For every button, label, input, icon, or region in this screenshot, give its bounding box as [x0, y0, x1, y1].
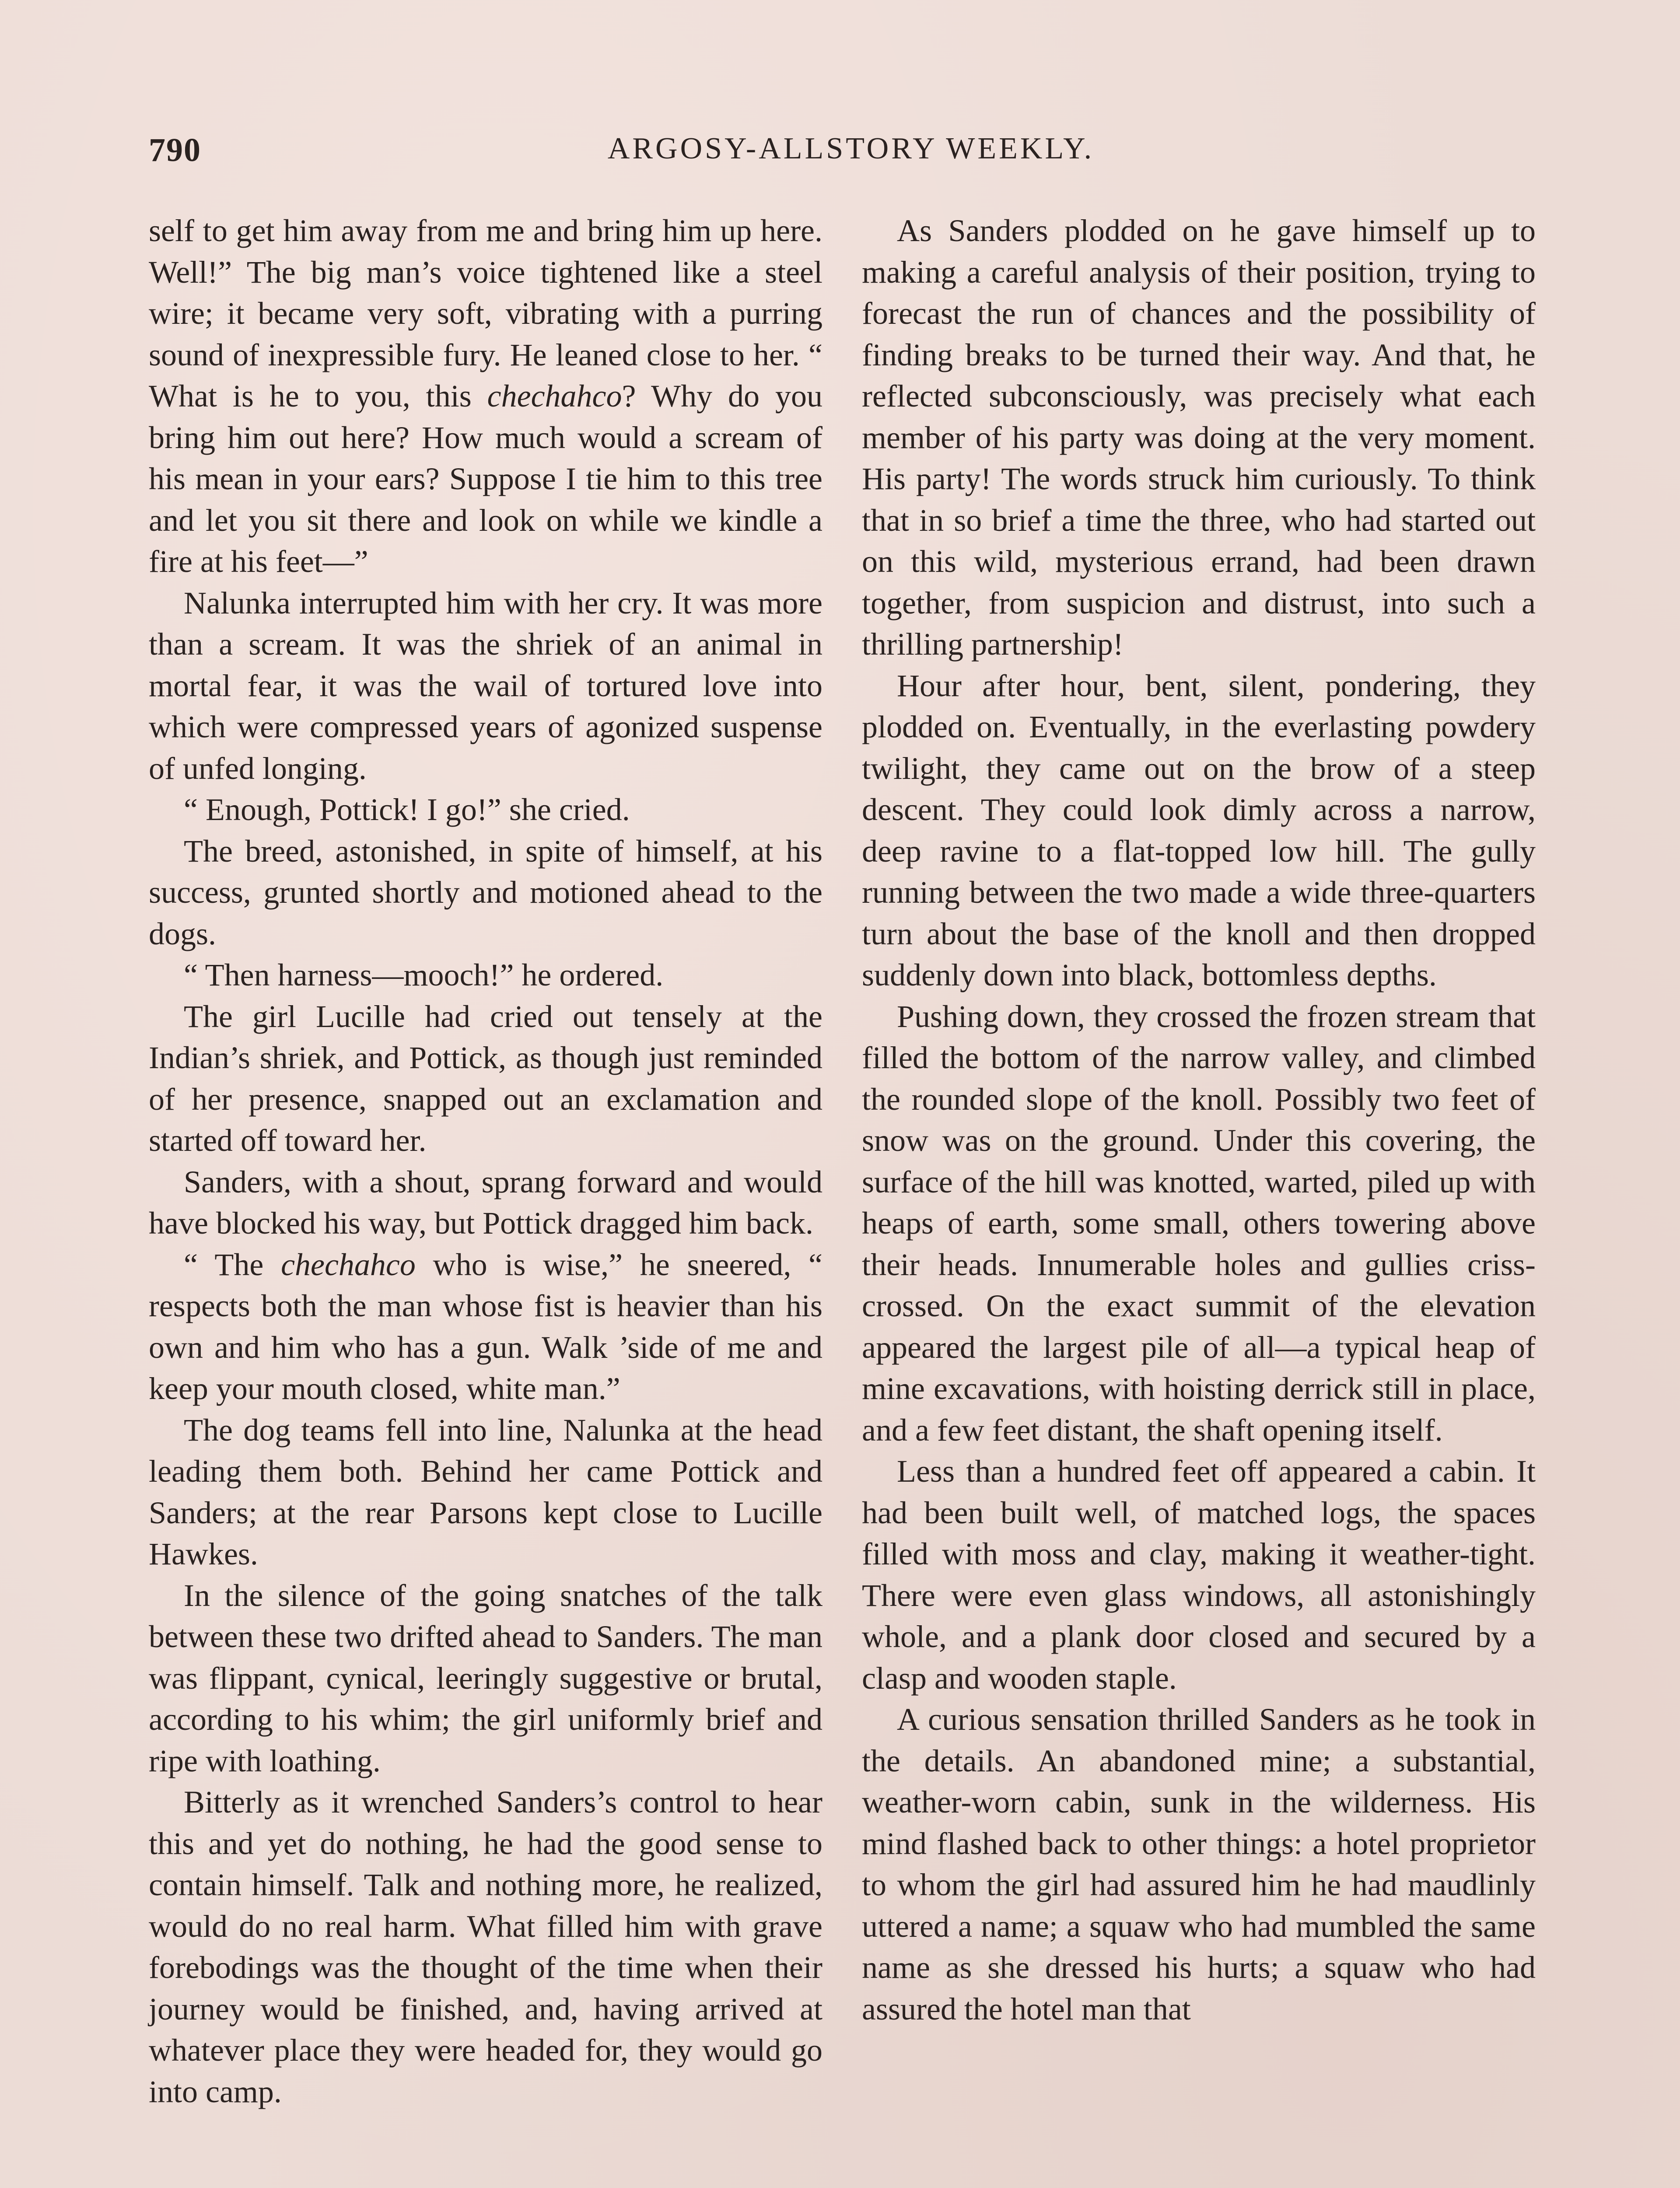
- paragraph: The dog teams fell into line, Nalunka at the head leading them both. Behind her came Pottick and Sanders; at the rear Parsons kept close to Lucille Hawkes.: [149, 1412, 822, 1571]
- paragraph: Hour after hour, bent, silent, pondering, they plodded on. Eventually, in the everlasting powdery twilight, they came out on the brow of a steep descent. They could look dimly across a narrow, deep ravine to a flat-topped low hill. The gully running between the two made a wide three-quarters turn about the base of the knoll and then dropped suddenly down into black, bottomless depths.: [862, 668, 1536, 992]
- paragraph: The girl Lucille had cried out tensely at the Indian’s shriek, and Pottick, as though just reminded of her presence, snapped out an exclamation and started off toward her.: [149, 999, 822, 1158]
- paragraph: “ Then harness—mooch!” he ordered.: [184, 957, 664, 992]
- paragraph: Less than a hundred feet off appeared a cabin. It had been built well, of matched logs, the spaces filled with moss and clay, making it weather-tight. There were even glass windows, all astonishingly whole, and a plank door closed and secured by a clasp and wooden staple.: [862, 1454, 1536, 1696]
- paragraph: Pushing down, they crossed the frozen stream that filled the bottom of the narrow valley, and climbed the rounded slope of the knoll. Possibly two feet of snow was on the ground. Under this covering, the surface of the hill was knotted, warted, piled up with heaps of earth, some small, others towering above their heads. Innumerable holes and gullies criss-crossed. On the exact summit of the elevation appeared the largest pile of all—a typical heap of mine excavations, with hoisting derrick still in place, and a few feet distant, the shaft opening itself.: [862, 999, 1536, 1448]
- paragraph: Bitterly as it wrenched Sanders’s control to hear this and yet do nothing, he had the good sense to contain himself. Talk and nothing more, he realized, would do no real harm. What filled him with grave forebodings was the thought of the time when their journey would be finished, and, having arrived at whatever place they were headed for, they would go into camp.: [149, 1785, 822, 2109]
- paragraph: As Sanders plodded on he gave himself up to making a careful analysis of their position, trying to forecast the run of chances and the possibility of finding breaks to be turned their way. And that, he reflected subconsciously, was precisely what each member of his party was doing at the very moment. His party! The words struck him curiously. To think that in so brief a time the three, who had started out on this wild, mysterious errand, had been drawn together, from suspicion and distrust, into such a thrilling partnership!: [862, 213, 1536, 662]
- paragraph: Nalunka interrupted him with her cry. It was more than a scream. It was the shriek of an animal in mortal fear, it was the wail of tortured love into which were compressed years of agonized suspense of unfed longing.: [149, 585, 822, 786]
- paragraph: The breed, astonished, in spite of himself, at his success, grunted shortly and motioned ahead to the dogs.: [149, 833, 822, 951]
- right-column: [862, 210, 1536, 2030]
- left-column: [149, 210, 822, 2112]
- page-header: [149, 131, 1553, 179]
- paragraph: “ Enough, Pottick! I go!” she cried.: [184, 792, 630, 827]
- paragraph: self to get him away from me and bring him up here. Well!” The big man’s voice tightened like a steel wire; it became very soft, vibrating with a purring sound of inexpressible fury. He leaned close to her. “ What is he to you, this chechahco? Why do you bring him out here? How much would a scream of his mean in your ears? Suppose I tie him to this tree and let you sit there and look on while we kindle a fire at his feet—”: [149, 213, 822, 579]
- page-number: 790: [149, 132, 201, 168]
- running-title: ARGOSY-ALLSTORY WEEKLY.: [607, 132, 1095, 165]
- paragraph: “ The chechahco who is wise,” he sneered, “ respects both the man whose fist is heavier than his own and him who has a gun. Walk ’side of me and keep your mouth closed, white man.”: [149, 1247, 823, 1406]
- paragraph: A curious sensation thrilled Sanders as he took in the details. An abandoned mine; a substantial, weather-worn cabin, sunk in the wilderness. His mind flashed back to other things: a hotel proprietor to whom the girl had assured him he had maudlinly uttered a name; a squaw who had mumbled the same name as she dressed his hurts; a squaw who had assured the hotel man that: [862, 1702, 1536, 2027]
- paragraph: Sanders, with a shout, sprang forward and would have blocked his way, but Pottick dragged him back.: [149, 1164, 822, 1241]
- paragraph: In the silence of the going snatches of the talk between these two drifted ahead to Sanders. The man was flippant, cynical, leeringly suggestive or brutal, according to his whim; the girl uniformly brief and ripe with loathing.: [149, 1578, 822, 1778]
